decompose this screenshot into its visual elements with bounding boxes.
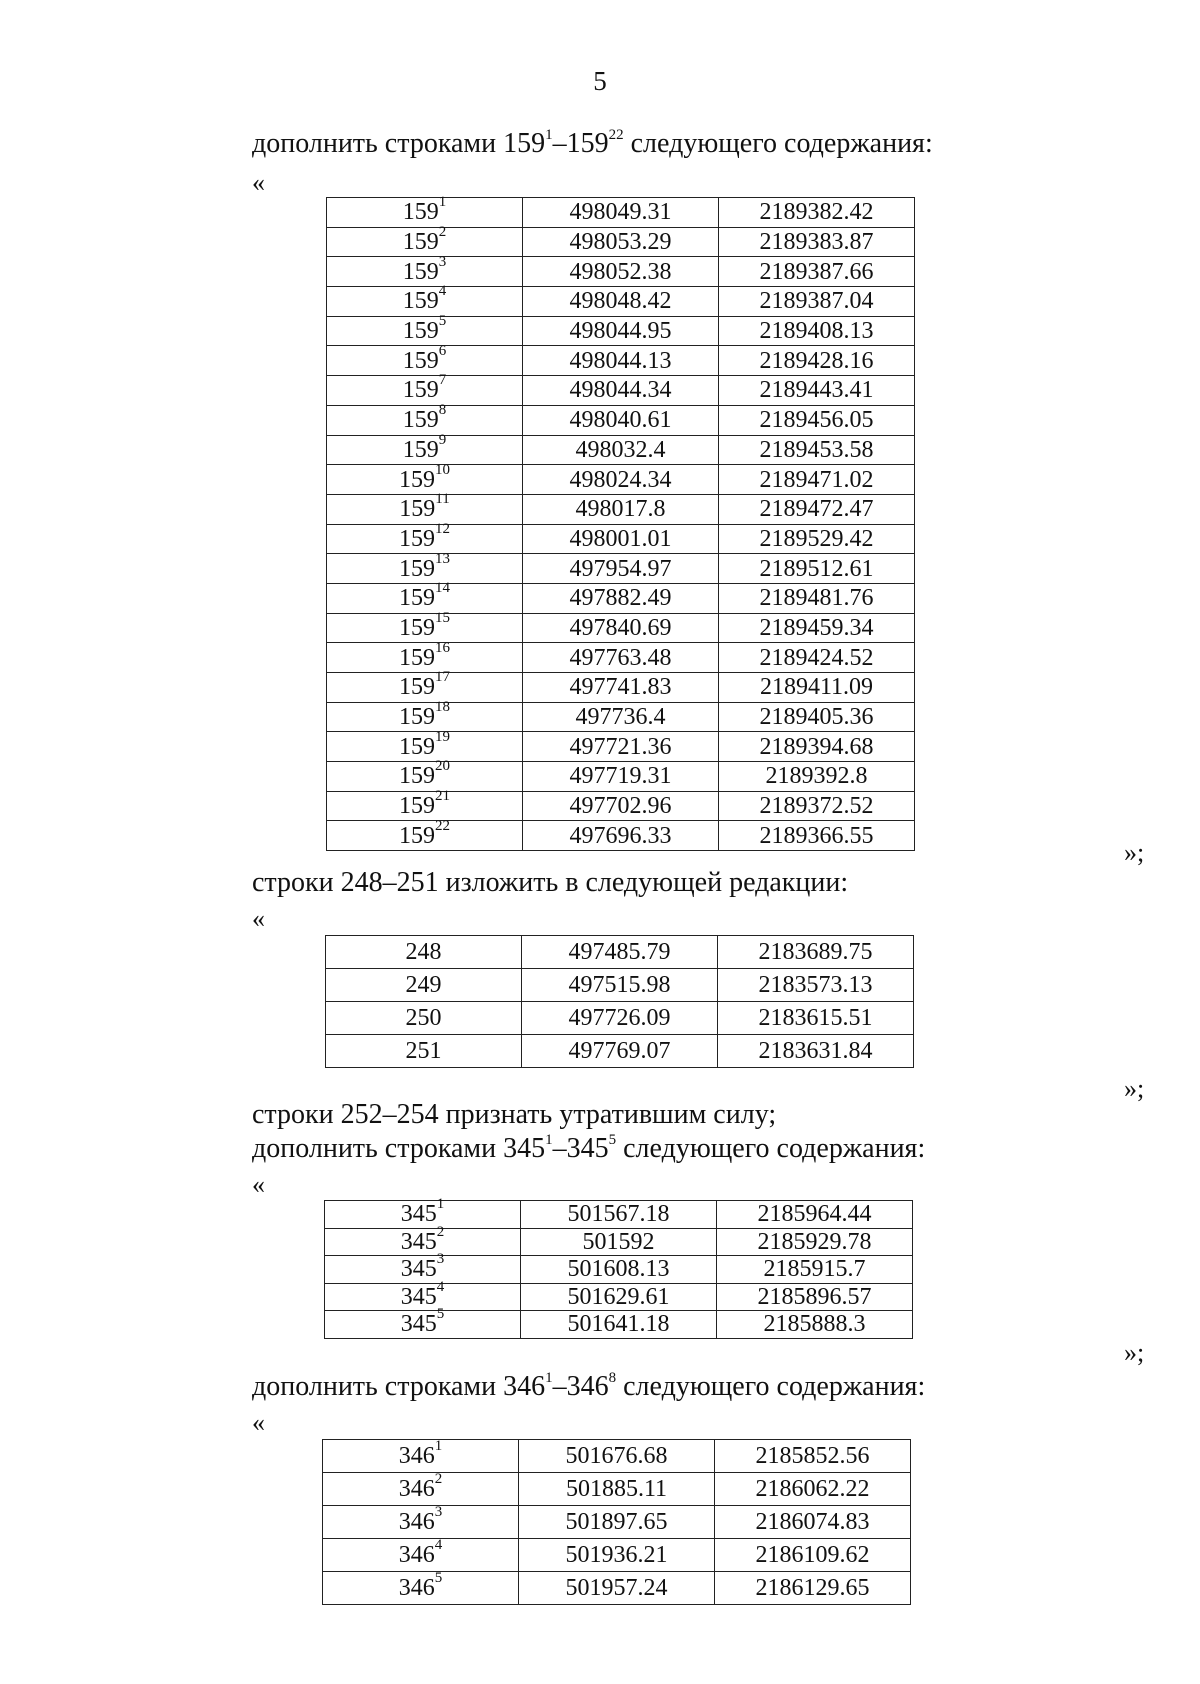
row-number-cell: [323, 1539, 519, 1572]
y-coordinate-cell: 2183689.75: [718, 936, 914, 969]
row-number-cell: [327, 283, 523, 317]
row-number-cell: [325, 1223, 521, 1256]
table-row: [326, 969, 914, 1002]
y-coordinate-cell: 2183573.13: [718, 969, 914, 1002]
row-number-superscript: 18: [435, 699, 450, 716]
x-coordinate-cell: 497769.07: [522, 1035, 718, 1068]
row-number-base: 159: [402, 407, 439, 434]
section-1-close-quote: »;: [1124, 838, 1145, 867]
row-number-base: 345: [400, 1201, 437, 1228]
row-number-base: 346: [398, 1443, 435, 1469]
table-row: [327, 316, 915, 346]
row-number-superscript: 1: [434, 1438, 443, 1454]
section-2-intro: строки 248–251 изложить в следующей редакции:: [252, 867, 849, 898]
y-coordinate-cell: 2189394.68: [719, 732, 915, 762]
row-number-base: 159: [399, 525, 435, 552]
x-coordinate-cell: 501885.11: [519, 1473, 715, 1506]
x-coordinate-cell: 497702.96: [523, 791, 719, 821]
x-coordinate-cell: 497840.69: [523, 613, 719, 643]
row-number-cell: [325, 1306, 521, 1339]
section-4-open-quote: «: [252, 1408, 265, 1437]
y-coordinate-cell: 2189408.13: [719, 316, 915, 346]
row-number-base: 159: [402, 258, 439, 285]
table-row: [325, 1311, 913, 1339]
row-number-superscript: 3: [436, 1251, 445, 1268]
y-coordinate-cell: 2185929.78: [717, 1228, 913, 1256]
row-number-base: 346: [398, 1542, 435, 1568]
x-coordinate-cell: 498044.34: [523, 376, 719, 406]
table-row: [323, 1440, 911, 1473]
row-number-base: 346: [398, 1509, 435, 1535]
x-coordinate-cell: 501608.13: [521, 1256, 717, 1284]
row-number-superscript: 10: [435, 461, 450, 478]
table-row: [327, 732, 915, 762]
x-coordinate-cell: 501629.61: [521, 1283, 717, 1311]
row-number-cell: [327, 817, 523, 851]
y-coordinate-cell: 2185964.44: [717, 1201, 913, 1229]
row-number-cell: [327, 461, 523, 495]
row-number-base: 159: [399, 585, 435, 612]
row-number-base: 345: [400, 1256, 437, 1283]
y-coordinate-cell: 2189481.76: [719, 583, 915, 613]
x-coordinate-cell: 501567.18: [521, 1201, 717, 1229]
table-row: [327, 435, 915, 465]
x-coordinate-cell: 498052.38: [523, 257, 719, 287]
table-row: [323, 1539, 911, 1572]
row-number-superscript: 1: [436, 1196, 445, 1213]
row-number-base: 346: [398, 1575, 435, 1601]
y-coordinate-cell: 2185852.56: [715, 1440, 911, 1473]
row-number-base: 249: [405, 972, 442, 998]
section-3-pre-text: строки 252–254 признать утратившим силу;: [252, 1099, 777, 1130]
row-number-base: 345: [400, 1228, 437, 1255]
row-number-cell: [327, 609, 523, 643]
row-number-base: 345: [400, 1311, 437, 1338]
row-number-superscript: 4: [434, 1537, 443, 1553]
row-number-base: 159: [399, 793, 435, 820]
table-row: [327, 494, 915, 524]
row-number-superscript: 3: [434, 1504, 443, 1520]
row-number-superscript: 2: [434, 1471, 443, 1487]
table-row: [327, 613, 915, 643]
x-coordinate-cell: 497882.49: [523, 583, 719, 613]
row-number-base: 345: [400, 1283, 437, 1310]
section-1-intro: дополнить строками $159^1-159^{22}$ следующего содержания:: [252, 127, 933, 159]
table-row: [327, 554, 915, 584]
section-4-intro: дополнить строками $346^1-346^8$ следующего содержания:: [252, 1370, 926, 1402]
row-number-base: 159: [399, 555, 435, 582]
row-number-superscript: 17: [435, 669, 450, 686]
row-number-superscript: 2: [436, 1223, 445, 1240]
row-number-cell: [327, 224, 523, 257]
row-number-cell: [323, 1473, 519, 1506]
x-coordinate-cell: 498044.95: [523, 316, 719, 346]
y-coordinate-cell: 2189405.36: [719, 702, 915, 732]
table-row: [327, 791, 915, 821]
y-coordinate-cell: 2183631.84: [718, 1035, 914, 1068]
coordinates-table-3: [324, 1196, 913, 1339]
x-coordinate-cell: 501592: [521, 1228, 717, 1256]
row-number-base: 250: [405, 1005, 442, 1031]
row-number-base: 251: [405, 1038, 442, 1064]
x-coordinate-cell: 501897.65: [519, 1506, 715, 1539]
row-number-cell: [327, 669, 523, 703]
row-number-cell: [327, 342, 523, 376]
x-coordinate-cell: 497954.97: [523, 554, 719, 584]
table-row: [326, 1035, 914, 1068]
y-coordinate-cell: 2186129.65: [715, 1572, 911, 1605]
row-number-superscript: 16: [435, 639, 450, 656]
x-coordinate-cell: 497736.4: [523, 702, 719, 732]
x-coordinate-cell: 497696.33: [523, 821, 719, 851]
y-coordinate-cell: 2189392.8: [719, 762, 915, 792]
row-number-base: 159: [402, 377, 439, 404]
x-coordinate-cell: 497719.31: [523, 762, 719, 792]
row-number-base: 159: [402, 436, 439, 463]
x-coordinate-cell: 497485.79: [522, 936, 718, 969]
row-number-base: 159: [399, 704, 435, 731]
row-number-superscript: 12: [435, 520, 450, 537]
row-number-superscript: 7: [438, 372, 447, 389]
y-coordinate-cell: 2185888.3: [717, 1311, 913, 1339]
row-number-superscript: 1: [438, 194, 447, 211]
table-row: [325, 1256, 913, 1284]
row-number-superscript: 15: [435, 609, 450, 626]
y-coordinate-cell: 2185915.7: [717, 1256, 913, 1284]
row-number-superscript: 2: [438, 224, 447, 241]
section-3-intro: дополнить строками $345^1-345^5$ следующего содержания:: [252, 1132, 926, 1164]
section-3-open-quote: «: [252, 1170, 265, 1199]
table-row: [327, 198, 915, 228]
page-number: 5: [593, 66, 607, 96]
y-coordinate-cell: 2189453.58: [719, 435, 915, 465]
row-number-cell: [326, 1002, 522, 1035]
x-coordinate-cell: 498053.29: [523, 227, 719, 257]
row-number-base: 159: [399, 466, 435, 493]
row-number-cell: [325, 1196, 521, 1229]
y-coordinate-cell: 2189529.42: [719, 524, 915, 554]
table-row: [327, 405, 915, 435]
row-number-cell: [327, 491, 523, 524]
table-row: [327, 376, 915, 406]
x-coordinate-cell: 497515.98: [522, 969, 718, 1002]
table-row: [327, 702, 915, 732]
row-number-cell: [327, 520, 523, 554]
row-number-base: 346: [398, 1476, 435, 1502]
y-coordinate-cell: 2189411.09: [719, 673, 915, 703]
section-2-open-quote: «: [252, 904, 265, 933]
x-coordinate-cell: 497721.36: [523, 732, 719, 762]
row-number-superscript: 20: [435, 758, 450, 775]
table-row: [327, 465, 915, 495]
row-number-superscript: 4: [438, 283, 447, 300]
row-number-superscript: 13: [435, 550, 450, 567]
row-number-cell: [323, 1572, 519, 1605]
x-coordinate-cell: 501676.68: [519, 1440, 715, 1473]
y-coordinate-cell: 2189424.52: [719, 643, 915, 673]
row-number-base: 159: [399, 644, 435, 671]
table-row: [326, 936, 914, 969]
row-number-base: 159: [399, 496, 436, 523]
y-coordinate-cell: 2189443.41: [719, 376, 915, 406]
row-number-superscript: 19: [435, 728, 450, 745]
row-number-cell: [327, 550, 523, 584]
x-coordinate-cell: 498024.34: [523, 465, 719, 495]
table-row: [323, 1506, 911, 1539]
row-number-base: 159: [399, 763, 435, 790]
row-number-superscript: 3: [438, 253, 447, 270]
row-number-superscript: 5: [434, 1570, 443, 1586]
row-number-cell: [325, 1251, 521, 1284]
y-coordinate-cell: 2183615.51: [718, 1002, 914, 1035]
row-number-base: 159: [399, 614, 435, 641]
table-row: [327, 821, 915, 851]
y-coordinate-cell: 2189456.05: [719, 405, 915, 435]
row-number-base: 159: [399, 733, 435, 760]
x-coordinate-cell: 498040.61: [523, 405, 719, 435]
x-coordinate-cell: 497763.48: [523, 643, 719, 673]
section-3-close-quote: »;: [1124, 1338, 1145, 1367]
y-coordinate-cell: 2185896.57: [717, 1283, 913, 1311]
x-coordinate-cell: 501936.21: [519, 1539, 715, 1572]
y-coordinate-cell: 2189472.47: [719, 494, 915, 524]
row-number-cell: [327, 758, 523, 792]
row-number-superscript: 6: [438, 342, 447, 359]
x-coordinate-cell: 498001.01: [523, 524, 719, 554]
row-number-superscript: 4: [436, 1278, 445, 1295]
x-coordinate-cell: 498044.13: [523, 346, 719, 376]
y-coordinate-cell: 2189471.02: [719, 465, 915, 495]
table-row: [327, 762, 915, 792]
row-number-cell: [327, 313, 523, 346]
row-number-cell: [323, 1440, 519, 1473]
y-coordinate-cell: 2189366.55: [719, 821, 915, 851]
section-2-close-quote: »;: [1124, 1074, 1145, 1103]
row-number-superscript: 22: [435, 817, 450, 834]
y-coordinate-cell: 2189428.16: [719, 346, 915, 376]
row-number-cell: [326, 969, 522, 1002]
row-number-cell: [327, 580, 523, 613]
row-number-cell: [327, 431, 523, 465]
table-row: [327, 583, 915, 613]
y-coordinate-cell: 2189372.52: [719, 791, 915, 821]
row-number-superscript: 9: [438, 431, 447, 448]
row-number-base: 159: [399, 674, 435, 701]
row-number-cell: [327, 194, 523, 228]
y-coordinate-cell: 2189387.04: [719, 287, 915, 317]
y-coordinate-cell: 2186074.83: [715, 1506, 911, 1539]
x-coordinate-cell: 501957.24: [519, 1572, 715, 1605]
x-coordinate-cell: 498048.42: [523, 287, 719, 317]
row-number-superscript: 8: [438, 402, 447, 419]
table-row: [325, 1228, 913, 1256]
x-coordinate-cell: 498017.8: [523, 494, 719, 524]
row-number-base: 159: [402, 199, 439, 226]
row-number-base: 159: [402, 318, 439, 345]
y-coordinate-cell: 2189382.42: [719, 198, 915, 228]
y-coordinate-cell: 2189387.66: [719, 257, 915, 287]
row-number-cell: [326, 1035, 522, 1068]
y-coordinate-cell: 2186062.22: [715, 1473, 911, 1506]
row-number-cell: [327, 253, 523, 287]
row-number-base: 159: [399, 822, 435, 849]
row-number-cell: [327, 699, 523, 732]
row-number-cell: [327, 788, 523, 821]
row-number-superscript: 21: [435, 788, 450, 805]
row-number-superscript: 5: [438, 313, 447, 330]
coordinates-table-1: [326, 194, 915, 851]
x-coordinate-cell: 501641.18: [521, 1311, 717, 1339]
row-number-cell: [327, 402, 523, 435]
table-row: [327, 673, 915, 703]
table-row: [327, 257, 915, 287]
table-row: [327, 524, 915, 554]
coordinates-table-4: [322, 1439, 911, 1605]
table-row: [327, 227, 915, 257]
row-number-cell: [327, 639, 523, 673]
coordinates-table-2: [325, 935, 914, 1068]
row-number-superscript: 11: [435, 491, 450, 508]
row-number-base: 159: [402, 288, 439, 315]
x-coordinate-cell: 498049.31: [523, 198, 719, 228]
x-coordinate-cell: 497741.83: [523, 673, 719, 703]
row-number-cell: [327, 728, 523, 762]
table-row: [325, 1283, 913, 1311]
x-coordinate-cell: 498032.4: [523, 435, 719, 465]
row-number-superscript: 5: [436, 1306, 445, 1323]
y-coordinate-cell: 2189383.87: [719, 227, 915, 257]
table-row: [325, 1201, 913, 1229]
row-number-base: 248: [405, 939, 442, 965]
row-number-cell: [326, 936, 522, 969]
row-number-superscript: 14: [435, 580, 450, 597]
table-row: [327, 287, 915, 317]
row-number-cell: [323, 1506, 519, 1539]
table-row: [327, 346, 915, 376]
table-row: [323, 1473, 911, 1506]
row-number-cell: [327, 372, 523, 406]
x-coordinate-cell: 497726.09: [522, 1002, 718, 1035]
row-number-base: 159: [402, 347, 439, 374]
y-coordinate-cell: 2189459.34: [719, 613, 915, 643]
table-row: [323, 1572, 911, 1605]
section-1-open-quote: «: [252, 168, 265, 197]
y-coordinate-cell: 2189512.61: [719, 554, 915, 584]
row-number-base: 159: [402, 229, 439, 256]
row-number-cell: [325, 1278, 521, 1311]
y-coordinate-cell: 2186109.62: [715, 1539, 911, 1572]
table-row: [327, 643, 915, 673]
table-row: [326, 1002, 914, 1035]
